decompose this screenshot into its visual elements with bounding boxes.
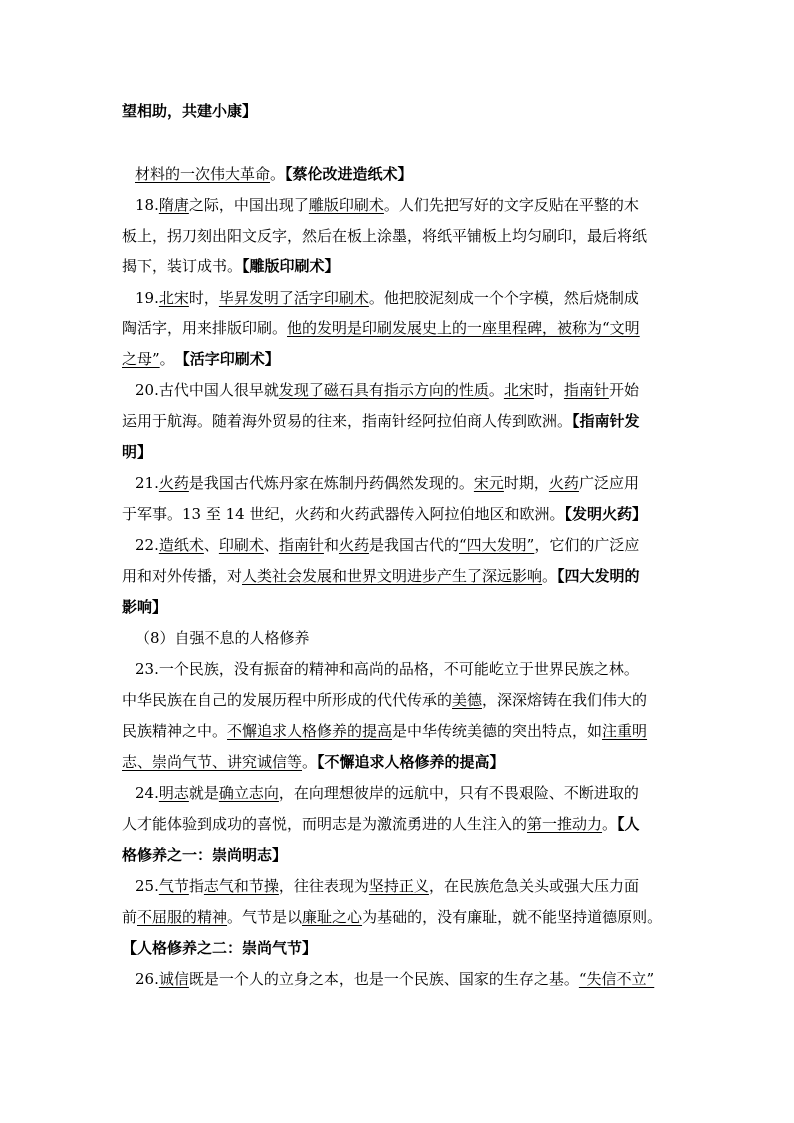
text-line — [122, 845, 287, 865]
underlined-keypoint: 确立志向 — [218, 784, 279, 802]
underlined-keypoint: 不懈追求人格修养的提高 — [227, 722, 393, 740]
text-line: 人才能体验到成功的喜悦，而明志是为激流勇进的人生注入的第一推动力。【人 — [122, 815, 640, 833]
item-number: 25. — [135, 877, 159, 895]
underlined-keypoint: “四大发明” — [458, 536, 535, 554]
underlined-keypoint: 人类社会发展和世界文明进步产生了深远影响 — [242, 567, 543, 585]
text-line: 22.造纸术、印刷术、指南针和火药是我国古代的“四大发明”，它们的广泛应 — [135, 536, 640, 554]
underlined-keypoint: 诚信 — [158, 970, 189, 988]
underlined-keypoint: 宋元 — [473, 474, 504, 492]
bold-summary: 【活字印刷术】 — [182, 350, 280, 368]
underlined-keypoint: 注重明 — [602, 722, 648, 740]
bold-summary: 影响】 — [122, 598, 168, 616]
text-line: 中华民族在自己的发展历程中所形成的代代传承的美德，深深熔铸在我们伟大的 — [122, 691, 648, 709]
underlined-keypoint: 毕昇发明了活字印刷术 — [218, 289, 369, 307]
underlined-keypoint: 坚持正义 — [368, 877, 429, 895]
underlined-keypoint: 隋唐 — [158, 196, 189, 214]
text-line: 之母”。 【活字印刷术】 — [122, 350, 280, 368]
text-line: 19.北宋时，毕昇发明了活字印刷术。他把胶泥刻成一个个字模，然后烧制成 — [135, 289, 639, 307]
underlined-keypoint: 雕版印刷术 — [308, 196, 384, 214]
underlined-keypoint: 指南针 — [563, 381, 609, 399]
underlined-keypoint: 气节 — [158, 877, 189, 895]
bold-summary: 【四大发明的 — [557, 567, 640, 585]
item-number: 24. — [135, 784, 159, 802]
section-heading: （8）自强不息的人格修养 — [135, 629, 310, 647]
text-line: 25.气节指志气和节操，往往表现为坚持正义，在民族危急关头或强大压力面 — [135, 877, 639, 895]
bold-summary: 格修养之一：崇尚明志】 — [122, 846, 288, 864]
underlined-keypoint: 之母” — [122, 350, 160, 368]
bold-summary: 望相助，共建小康】 — [122, 102, 258, 120]
underlined-keypoint: 不屈服的精神 — [137, 908, 228, 926]
underlined-keypoint: 火药 — [338, 536, 369, 554]
bold-summary: 明】 — [122, 443, 153, 461]
text-line: 于军事。13 至 14 世纪，火药和火药武器传入阿拉伯地区和欧洲。【发明火药】 — [122, 505, 647, 523]
item-number: 26. — [135, 970, 159, 988]
bold-summary: 【发明火药】 — [564, 505, 647, 523]
text-line — [122, 101, 257, 121]
text-line: 民族精神之中。不懈追求人格修养的提高是中华传统美德的突出特点，如注重明 — [122, 722, 648, 740]
underlined-keypoint: 志气和节操 — [203, 877, 279, 895]
underlined-keypoint: 志、崇尚气节、讲究诚信等 — [122, 753, 303, 771]
underlined-keypoint: 明志 — [158, 784, 189, 802]
underlined-keypoint: 发现了磁石具有指示方向的性质 — [278, 381, 489, 399]
text-line: 陶活字，用来排版印刷。他的发明是印刷发展史上的一座里程碑，被称为“文明 — [122, 319, 640, 337]
text-line: 21.火药是我国古代炼丹家在炼制丹药偶然发现的。宋元时期，火药广泛应用 — [135, 474, 639, 492]
text-line — [122, 442, 152, 462]
underlined-keypoint: 他的发明是印刷发展史上的一座里程碑，被称为“文明 — [287, 319, 640, 337]
underlined-keypoint: 指南针 — [278, 536, 324, 554]
text-line: 材料的一次伟大革命。【蔡伦改进造纸术】 — [135, 165, 413, 183]
underlined-keypoint: 北宋 — [503, 381, 534, 399]
bold-summary: 【雕版印刷术】 — [242, 257, 340, 275]
underlined-keypoint: “失信不立” — [578, 970, 655, 988]
text-line: 板上，拐刀刻出阳文反字，然后在板上涂墨，将纸平铺板上均匀刷印，最后将纸 — [122, 227, 648, 245]
text-line: 18.隋唐之际，中国出现了雕版印刷术。人们先把写好的文字反贴在平整的木 — [135, 196, 639, 214]
item-number: 22. — [135, 536, 159, 554]
text-line: 揭下，装订成书。【雕版印刷术】 — [122, 257, 340, 275]
bold-summary: 【人格修养之二：崇尚气节】 — [122, 939, 318, 957]
bold-summary: 【指南针发 — [572, 412, 640, 430]
text-line: 前不屈服的精神。气节是以廉耻之心为基础的，没有廉耻，就不能坚持道德原则。 — [122, 908, 663, 926]
text-line: 24.明志就是确立志向，在向理想彼岸的远航中，只有不畏艰险、不断进取的 — [135, 784, 639, 802]
underlined-keypoint: 印刷术 — [218, 536, 264, 554]
text-line: 用和对外传播，对人类社会发展和世界文明进步产生了深远影响。【四大发明的 — [122, 567, 640, 585]
underlined-keypoint: 廉耻之心 — [302, 908, 363, 926]
text-line: 志、崇尚气节、讲究诚信等。【不懈追求人格修养的提高】 — [122, 753, 505, 771]
text-line: 运用于航海。随着海外贸易的往来，指南针经阿拉伯商人传到欧洲。【指南针发 — [122, 412, 640, 430]
bold-summary: 【不懈追求人格修养的提高】 — [317, 753, 505, 771]
item-number: 18. — [135, 196, 159, 214]
text-line: 26.诚信既是一个人的立身之本，也是一个民族、国家的生存之基。“失信不立” — [135, 970, 655, 988]
underlined-keypoint: 第一推动力 — [527, 815, 603, 833]
underlined-keypoint: 美德 — [452, 691, 483, 709]
underlined-keypoint: 造纸术 — [158, 536, 204, 554]
underlined-keypoint: 北宋 — [158, 289, 189, 307]
item-number: 19. — [135, 289, 159, 307]
text-line — [122, 597, 167, 617]
underlined-keypoint: 火药 — [548, 474, 579, 492]
bold-summary: 【人 — [617, 815, 640, 833]
text-line — [122, 938, 317, 958]
item-number: 21. — [135, 474, 159, 492]
text-line: 20.古代中国人很早就发现了磁石具有指示方向的性质。北宋时，指南针开始 — [135, 381, 639, 399]
text-line: 23.一个民族，没有振奋的精神和高尚的品格，不可能屹立于世界民族之林。 — [135, 660, 639, 678]
underlined-keypoint: 火药 — [158, 474, 189, 492]
bold-summary: 【蔡伦改进造纸术】 — [285, 165, 413, 183]
underlined-keypoint: 材料的一次伟大革命 — [135, 165, 271, 183]
